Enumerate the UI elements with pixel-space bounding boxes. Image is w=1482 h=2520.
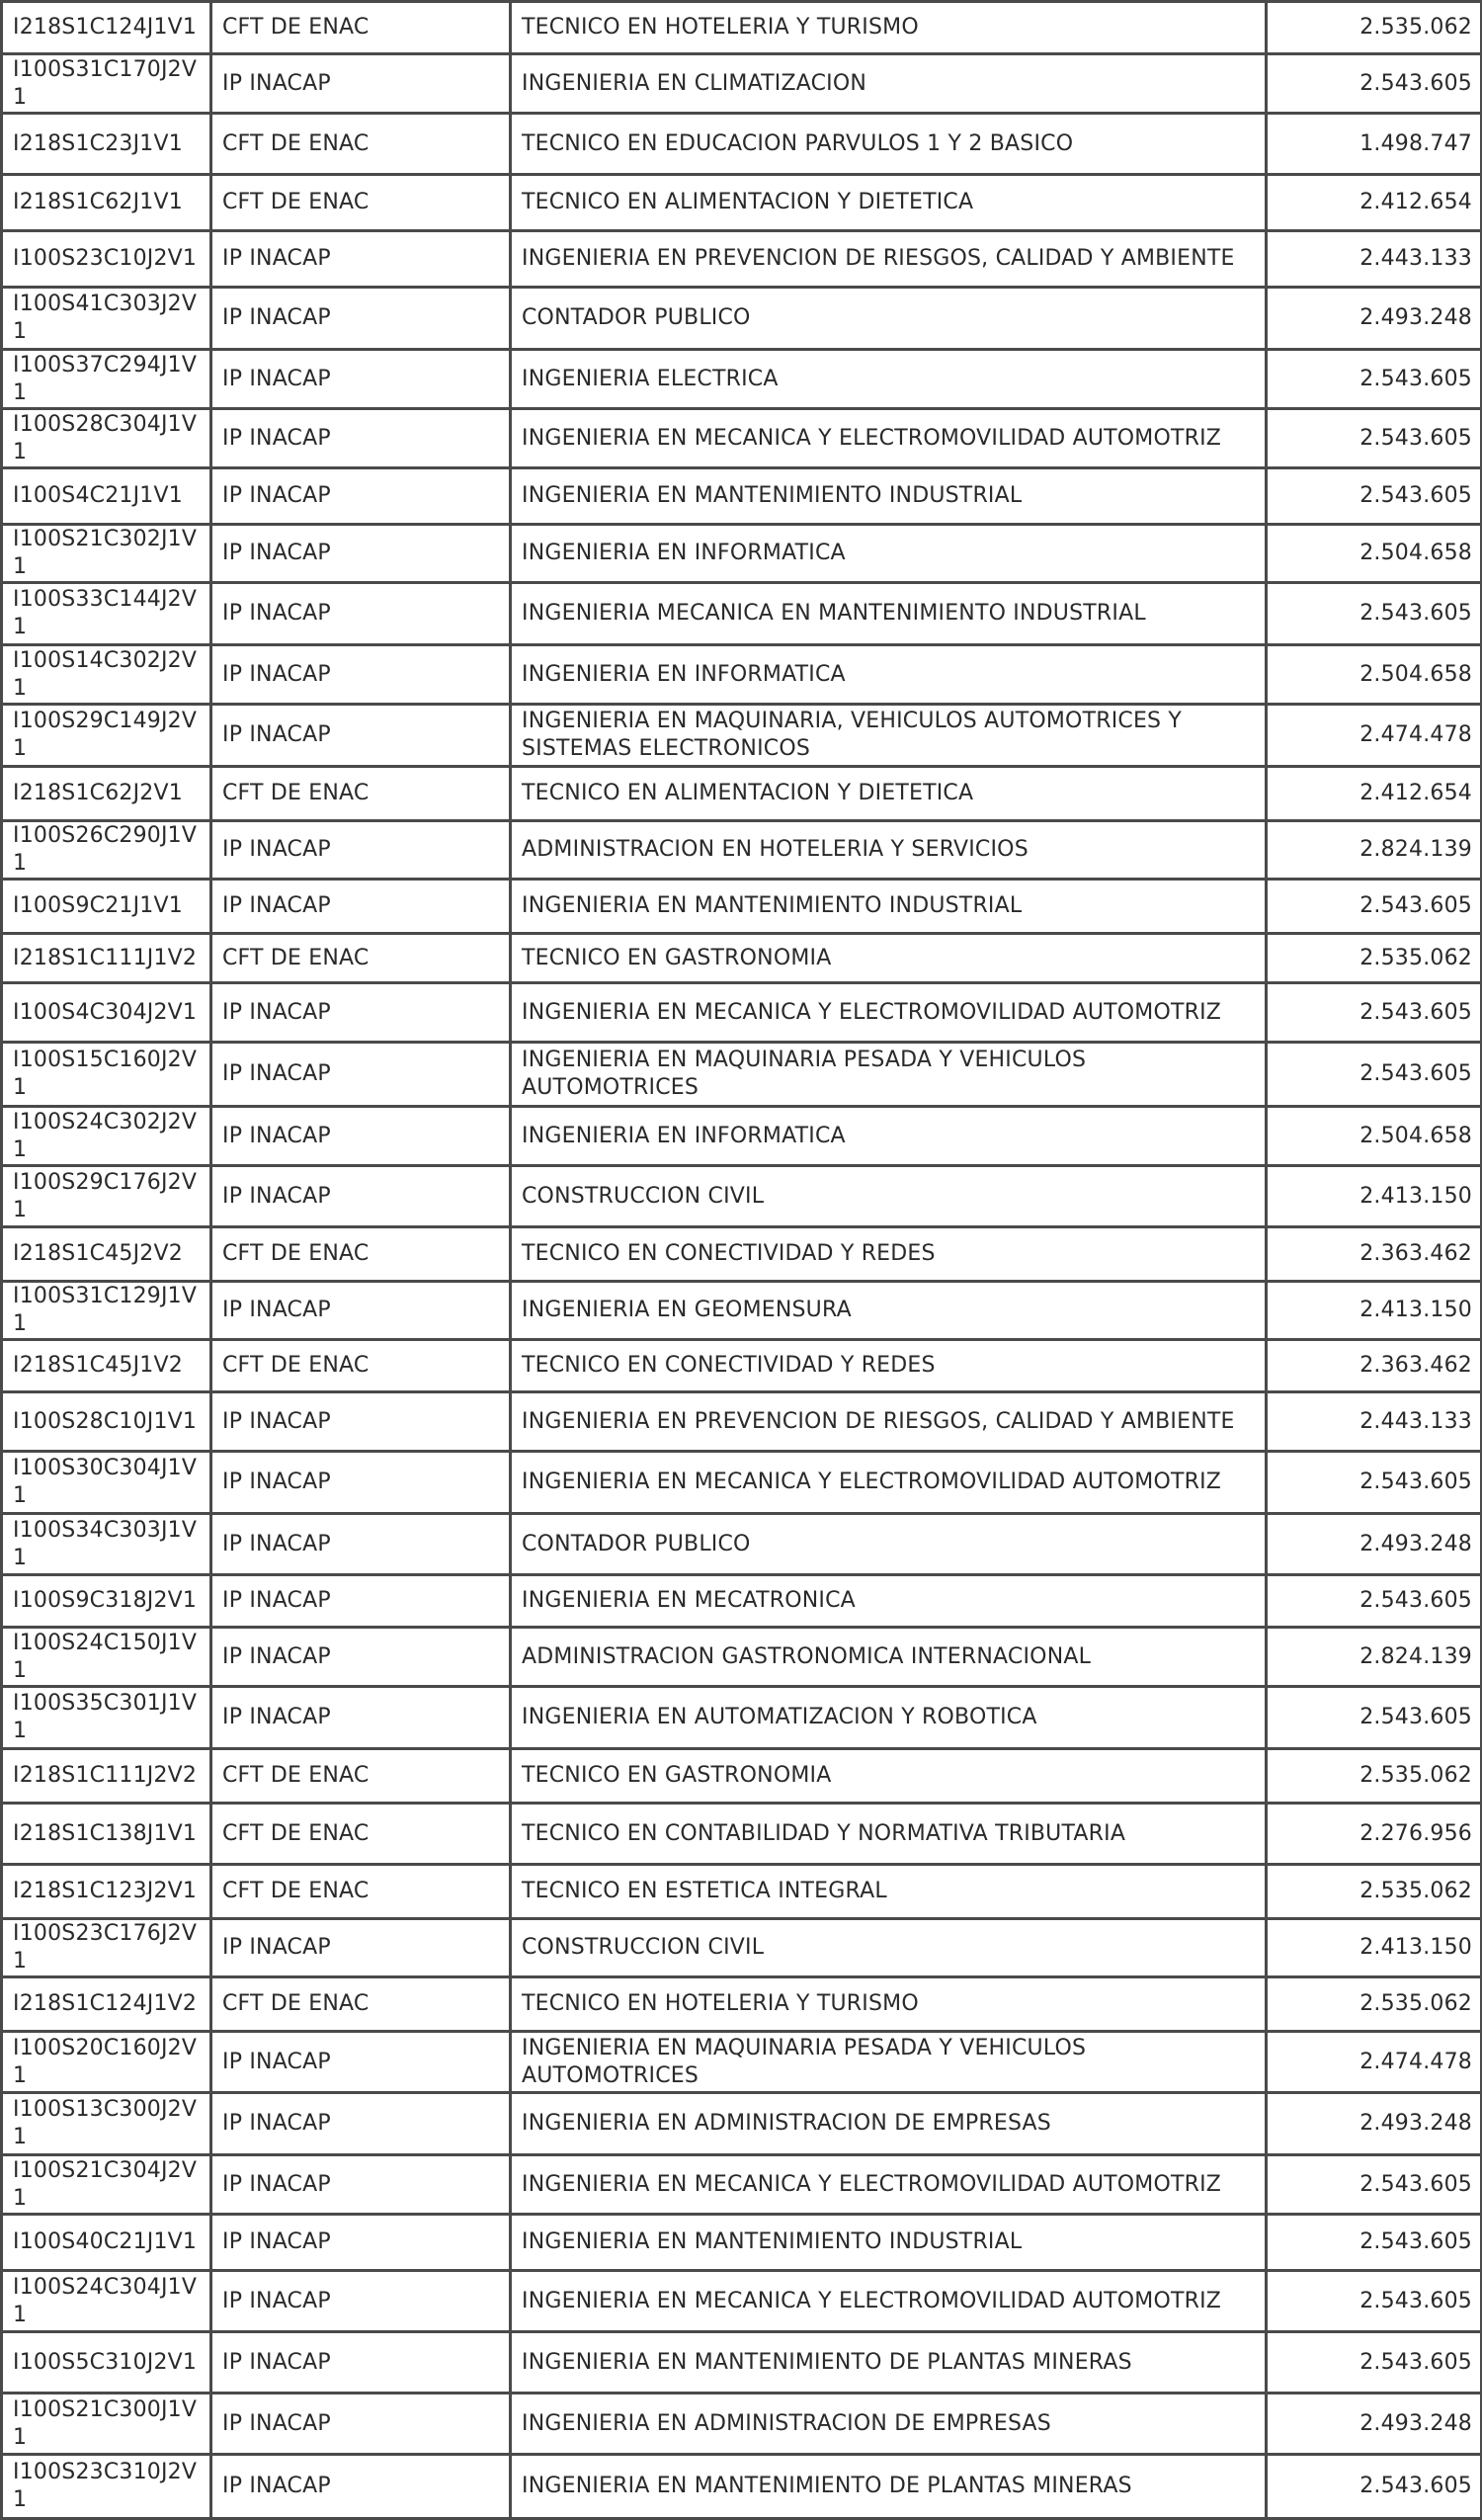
amount-cell: 2.543.605 (1267, 2215, 1482, 2271)
table-row (2, 288, 1482, 350)
amount-cell: 2.543.605 (1267, 1043, 1482, 1107)
institution-cell: IP INACAP (211, 468, 511, 525)
amount-cell: 2.474.478 (1267, 2032, 1482, 2093)
program-code-cell: I100S14C302J2V1 (2, 645, 211, 705)
institution-cell: CFT DE ENAC (211, 1804, 511, 1865)
amount-cell: 2.493.248 (1267, 288, 1482, 350)
program-name-cell: INGENIERIA EN PREVENCION DE RIESGOS, CALIDAD Y AMBIENTE (511, 231, 1267, 288)
program-name-cell: CONTADOR PUBLICO (511, 288, 1267, 350)
institution-cell: IP INACAP (211, 2332, 511, 2394)
amount-cell: 2.535.062 (1267, 934, 1482, 983)
program-name-cell: INGENIERIA EN MANTENIMIENTO INDUSTRIAL (511, 468, 1267, 525)
amount-cell: 1.498.747 (1267, 114, 1482, 175)
program-name-cell: TECNICO EN ALIMENTACION Y DIETETICA (511, 767, 1267, 821)
program-code-cell: I218S1C45J2V2 (2, 1227, 211, 1282)
program-name-cell: INGENIERIA EN AUTOMATIZACION Y ROBOTICA (511, 1687, 1267, 1749)
amount-cell: 2.543.605 (1267, 409, 1482, 468)
amount-cell: 2.543.605 (1267, 2455, 1482, 2519)
program-code-cell: I218S1C124J1V1 (2, 2, 211, 54)
program-name-cell: INGENIERIA EN MAQUINARIA PESADA Y VEHICULOS AUTOMOTRICES (511, 2032, 1267, 2093)
program-code-cell: I100S26C290J1V1 (2, 821, 211, 880)
program-name-cell: INGENIERIA EN ADMINISTRACION DE EMPRESAS (511, 2394, 1267, 2455)
table-row (2, 2271, 1482, 2332)
amount-cell: 2.543.605 (1267, 350, 1482, 409)
table-row (2, 1340, 1482, 1392)
program-code-cell: I218S1C23J1V1 (2, 114, 211, 175)
table-row (2, 1282, 1482, 1340)
program-name-cell: TECNICO EN GASTRONOMIA (511, 1749, 1267, 1804)
institution-cell: IP INACAP (211, 350, 511, 409)
table-row (2, 231, 1482, 288)
table-row (2, 583, 1482, 645)
amount-cell: 2.412.654 (1267, 767, 1482, 821)
institution-cell: IP INACAP (211, 2215, 511, 2271)
table-row (2, 1628, 1482, 1687)
table-row (2, 2093, 1482, 2155)
institution-cell: IP INACAP (211, 583, 511, 645)
program-code-cell: I100S20C160J2V1 (2, 2032, 211, 2093)
program-code-cell: I218S1C62J2V1 (2, 767, 211, 821)
table-row (2, 1514, 1482, 1575)
program-code-cell: I100S37C294J1V1 (2, 350, 211, 409)
amount-cell: 2.363.462 (1267, 1227, 1482, 1282)
amount-cell: 2.543.605 (1267, 880, 1482, 934)
amount-cell: 2.543.605 (1267, 1452, 1482, 1514)
institution-cell: CFT DE ENAC (211, 934, 511, 983)
table-row (2, 54, 1482, 114)
program-code-cell: I100S15C160J2V1 (2, 1043, 211, 1107)
amount-cell: 2.504.658 (1267, 645, 1482, 705)
program-name-cell: INGENIERIA EN ADMINISTRACION DE EMPRESAS (511, 2093, 1267, 2155)
institution-cell: IP INACAP (211, 645, 511, 705)
institution-cell: IP INACAP (211, 1919, 511, 1977)
program-name-cell: INGENIERIA EN PREVENCION DE RIESGOS, CALIDAD Y AMBIENTE (511, 1392, 1267, 1452)
table-row (2, 705, 1482, 767)
amount-cell: 2.412.654 (1267, 175, 1482, 231)
table-row (2, 2155, 1482, 2215)
program-code-cell: I100S23C310J2V1 (2, 2455, 211, 2519)
program-code-cell: I100S41C303J2V1 (2, 288, 211, 350)
program-name-cell: INGENIERIA EN INFORMATICA (511, 525, 1267, 583)
amount-cell: 2.543.605 (1267, 1575, 1482, 1628)
program-name-cell: CONSTRUCCION CIVIL (511, 1919, 1267, 1977)
table-row (2, 1107, 1482, 1166)
amount-cell: 2.363.462 (1267, 1340, 1482, 1392)
program-name-cell: INGENIERIA EN MANTENIMIENTO DE PLANTAS MINERAS (511, 2332, 1267, 2394)
amount-cell: 2.493.248 (1267, 2394, 1482, 2455)
amount-cell: 2.543.605 (1267, 2332, 1482, 2394)
amount-cell: 2.543.605 (1267, 583, 1482, 645)
program-name-cell: TECNICO EN CONECTIVIDAD Y REDES (511, 1340, 1267, 1392)
institution-cell: IP INACAP (211, 1628, 511, 1687)
program-code-cell: I100S31C129J1V1 (2, 1282, 211, 1340)
program-name-cell: INGENIERIA EN MECATRONICA (511, 1575, 1267, 1628)
amount-cell: 2.543.605 (1267, 1687, 1482, 1749)
table-row (2, 1166, 1482, 1227)
amount-cell: 2.493.248 (1267, 2093, 1482, 2155)
program-code-cell: I218S1C123J2V1 (2, 1865, 211, 1919)
program-code-cell: I100S23C176J2V1 (2, 1919, 211, 1977)
program-code-cell: I100S21C300J1V1 (2, 2394, 211, 2455)
program-name-cell: INGENIERIA EN MANTENIMIENTO DE PLANTAS MINERAS (511, 2455, 1267, 2519)
program-code-cell: I100S24C304J1V1 (2, 2271, 211, 2332)
table-row (2, 1227, 1482, 1282)
program-code-cell: I218S1C138J1V1 (2, 1804, 211, 1865)
amount-cell: 2.413.150 (1267, 1166, 1482, 1227)
amount-cell: 2.543.605 (1267, 54, 1482, 114)
table-row (2, 767, 1482, 821)
program-code-cell: I100S5C310J2V1 (2, 2332, 211, 2394)
program-code-cell: I100S29C176J2V1 (2, 1166, 211, 1227)
table-row (2, 1749, 1482, 1804)
amount-cell: 2.824.139 (1267, 821, 1482, 880)
institution-cell: CFT DE ENAC (211, 175, 511, 231)
amount-cell: 2.413.150 (1267, 1919, 1482, 1977)
institution-cell: IP INACAP (211, 1043, 511, 1107)
table-row (2, 1575, 1482, 1628)
institution-cell: IP INACAP (211, 1514, 511, 1575)
program-name-cell: INGENIERIA EN MAQUINARIA PESADA Y VEHICULOS AUTOMOTRICES (511, 1043, 1267, 1107)
program-code-cell: I100S24C302J2V1 (2, 1107, 211, 1166)
program-code-cell: I100S21C304J2V1 (2, 2155, 211, 2215)
institution-cell: IP INACAP (211, 2455, 511, 2519)
program-code-cell: I218S1C111J1V2 (2, 934, 211, 983)
table-row (2, 175, 1482, 231)
program-code-cell: I100S40C21J1V1 (2, 2215, 211, 2271)
program-code-cell: I100S23C10J2V1 (2, 231, 211, 288)
program-code-cell: I218S1C62J1V1 (2, 175, 211, 231)
table-row (2, 2394, 1482, 2455)
institution-cell: CFT DE ENAC (211, 1340, 511, 1392)
table-row (2, 2032, 1482, 2093)
table-row (2, 350, 1482, 409)
institution-cell: IP INACAP (211, 409, 511, 468)
amount-cell: 2.535.062 (1267, 2, 1482, 54)
institution-cell: IP INACAP (211, 821, 511, 880)
table-row (2, 1687, 1482, 1749)
table-row (2, 1452, 1482, 1514)
institution-cell: IP INACAP (211, 231, 511, 288)
program-code-cell: I100S21C302J1V1 (2, 525, 211, 583)
institution-cell: IP INACAP (211, 2394, 511, 2455)
program-name-cell: INGENIERIA EN MECANICA Y ELECTROMOVILIDAD AUTOMOTRIZ (511, 2271, 1267, 2332)
program-name-cell: TECNICO EN ALIMENTACION Y DIETETICA (511, 175, 1267, 231)
program-code-cell: I100S4C21J1V1 (2, 468, 211, 525)
program-name-cell: TECNICO EN HOTELERIA Y TURISMO (511, 2, 1267, 54)
institution-cell: IP INACAP (211, 525, 511, 583)
table-row (2, 1804, 1482, 1865)
program-name-cell: INGENIERIA EN MECANICA Y ELECTROMOVILIDAD AUTOMOTRIZ (511, 409, 1267, 468)
table-row (2, 2215, 1482, 2271)
program-code-cell: I100S28C10J1V1 (2, 1392, 211, 1452)
program-name-cell: INGENIERIA EN INFORMATICA (511, 1107, 1267, 1166)
institution-cell: IP INACAP (211, 705, 511, 767)
table-row (2, 468, 1482, 525)
table-row (2, 2, 1482, 54)
amount-cell: 2.543.605 (1267, 2271, 1482, 2332)
amount-cell: 2.543.605 (1267, 2155, 1482, 2215)
amount-cell: 2.504.658 (1267, 1107, 1482, 1166)
amount-cell: 2.535.062 (1267, 1865, 1482, 1919)
institution-cell: IP INACAP (211, 288, 511, 350)
program-code-cell: I100S13C300J2V1 (2, 2093, 211, 2155)
table-row (2, 1865, 1482, 1919)
program-code-cell: I100S34C303J1V1 (2, 1514, 211, 1575)
amount-cell: 2.535.062 (1267, 1749, 1482, 1804)
institution-cell: IP INACAP (211, 2032, 511, 2093)
program-code-cell: I100S33C144J2V1 (2, 583, 211, 645)
program-code-cell: I100S28C304J1V1 (2, 409, 211, 468)
institution-cell: IP INACAP (211, 2155, 511, 2215)
table-row (2, 934, 1482, 983)
amount-cell: 2.543.605 (1267, 468, 1482, 525)
program-code-cell: I100S4C304J2V1 (2, 983, 211, 1043)
program-name-cell: INGENIERIA MECANICA EN MANTENIMIENTO INDUSTRIAL (511, 583, 1267, 645)
institution-cell: IP INACAP (211, 1392, 511, 1452)
institution-cell: IP INACAP (211, 1687, 511, 1749)
program-name-cell: CONSTRUCCION CIVIL (511, 1166, 1267, 1227)
table-body (2, 2, 1482, 2519)
institution-cell: CFT DE ENAC (211, 114, 511, 175)
program-name-cell: INGENIERIA EN GEOMENSURA (511, 1282, 1267, 1340)
amount-cell: 2.535.062 (1267, 1977, 1482, 2032)
amount-cell: 2.504.658 (1267, 525, 1482, 583)
program-name-cell: ADMINISTRACION EN HOTELERIA Y SERVICIOS (511, 821, 1267, 880)
program-name-cell: INGENIERIA ELECTRICA (511, 350, 1267, 409)
institution-cell: CFT DE ENAC (211, 2, 511, 54)
program-name-cell: INGENIERIA EN MANTENIMIENTO INDUSTRIAL (511, 2215, 1267, 2271)
program-code-cell: I218S1C111J2V2 (2, 1749, 211, 1804)
table-row (2, 645, 1482, 705)
program-code-cell: I100S30C304J1V1 (2, 1452, 211, 1514)
amount-cell: 2.493.248 (1267, 1514, 1482, 1575)
institution-cell: IP INACAP (211, 1575, 511, 1628)
program-name-cell: TECNICO EN HOTELERIA Y TURISMO (511, 1977, 1267, 2032)
program-code-cell: I218S1C124J1V2 (2, 1977, 211, 2032)
program-name-cell: INGENIERIA EN INFORMATICA (511, 645, 1267, 705)
program-name-cell: TECNICO EN CONTABILIDAD Y NORMATIVA TRIBUTARIA (511, 1804, 1267, 1865)
program-name-cell: TECNICO EN ESTETICA INTEGRAL (511, 1865, 1267, 1919)
institution-cell: IP INACAP (211, 1166, 511, 1227)
institution-cell: CFT DE ENAC (211, 1977, 511, 2032)
table-row (2, 525, 1482, 583)
institution-cell: CFT DE ENAC (211, 767, 511, 821)
table-row (2, 821, 1482, 880)
institution-cell: IP INACAP (211, 2271, 511, 2332)
program-code-cell: I100S9C21J1V1 (2, 880, 211, 934)
program-name-cell: ADMINISTRACION GASTRONOMICA INTERNACIONAL (511, 1628, 1267, 1687)
program-code-cell: I100S35C301J1V1 (2, 1687, 211, 1749)
institution-cell: IP INACAP (211, 2093, 511, 2155)
program-name-cell: INGENIERIA EN MECANICA Y ELECTROMOVILIDAD AUTOMOTRIZ (511, 983, 1267, 1043)
table-row (2, 983, 1482, 1043)
amount-cell: 2.276.956 (1267, 1804, 1482, 1865)
amount-cell: 2.413.150 (1267, 1282, 1482, 1340)
institution-cell: IP INACAP (211, 880, 511, 934)
program-name-cell: TECNICO EN EDUCACION PARVULOS 1 Y 2 BASICO (511, 114, 1267, 175)
program-code-cell: I100S31C170J2V1 (2, 54, 211, 114)
program-name-cell: TECNICO EN CONECTIVIDAD Y REDES (511, 1227, 1267, 1282)
program-name-cell: INGENIERIA EN CLIMATIZACION (511, 54, 1267, 114)
program-name-cell: INGENIERIA EN MAQUINARIA, VEHICULOS AUTOMOTRICES Y SISTEMAS ELECTRONICOS (511, 705, 1267, 767)
program-name-cell: INGENIERIA EN MECANICA Y ELECTROMOVILIDAD AUTOMOTRIZ (511, 1452, 1267, 1514)
program-code-cell: I100S24C150J1V1 (2, 1628, 211, 1687)
program-code-cell: I100S29C149J2V1 (2, 705, 211, 767)
amount-cell: 2.443.133 (1267, 1392, 1482, 1452)
table-row (2, 114, 1482, 175)
institution-cell: IP INACAP (211, 1452, 511, 1514)
table-row (2, 1043, 1482, 1107)
table-row (2, 1919, 1482, 1977)
table-row (2, 880, 1482, 934)
table-row (2, 1977, 1482, 2032)
program-name-cell: CONTADOR PUBLICO (511, 1514, 1267, 1575)
institution-cell: IP INACAP (211, 1107, 511, 1166)
institution-cell: IP INACAP (211, 54, 511, 114)
amount-cell: 2.824.139 (1267, 1628, 1482, 1687)
program-code-cell: I100S9C318J2V1 (2, 1575, 211, 1628)
institution-cell: CFT DE ENAC (211, 1749, 511, 1804)
amount-cell: 2.474.478 (1267, 705, 1482, 767)
institution-cell: IP INACAP (211, 983, 511, 1043)
amount-cell: 2.443.133 (1267, 231, 1482, 288)
table-row (2, 2332, 1482, 2394)
institution-cell: CFT DE ENAC (211, 1865, 511, 1919)
program-name-cell: INGENIERIA EN MANTENIMIENTO INDUSTRIAL (511, 880, 1267, 934)
institution-cell: CFT DE ENAC (211, 1227, 511, 1282)
table-row (2, 1392, 1482, 1452)
program-name-cell: TECNICO EN GASTRONOMIA (511, 934, 1267, 983)
institution-cell: IP INACAP (211, 1282, 511, 1340)
program-name-cell: INGENIERIA EN MECANICA Y ELECTROMOVILIDAD AUTOMOTRIZ (511, 2155, 1267, 2215)
table-row (2, 409, 1482, 468)
amount-cell: 2.543.605 (1267, 983, 1482, 1043)
program-code-cell: I218S1C45J1V2 (2, 1340, 211, 1392)
